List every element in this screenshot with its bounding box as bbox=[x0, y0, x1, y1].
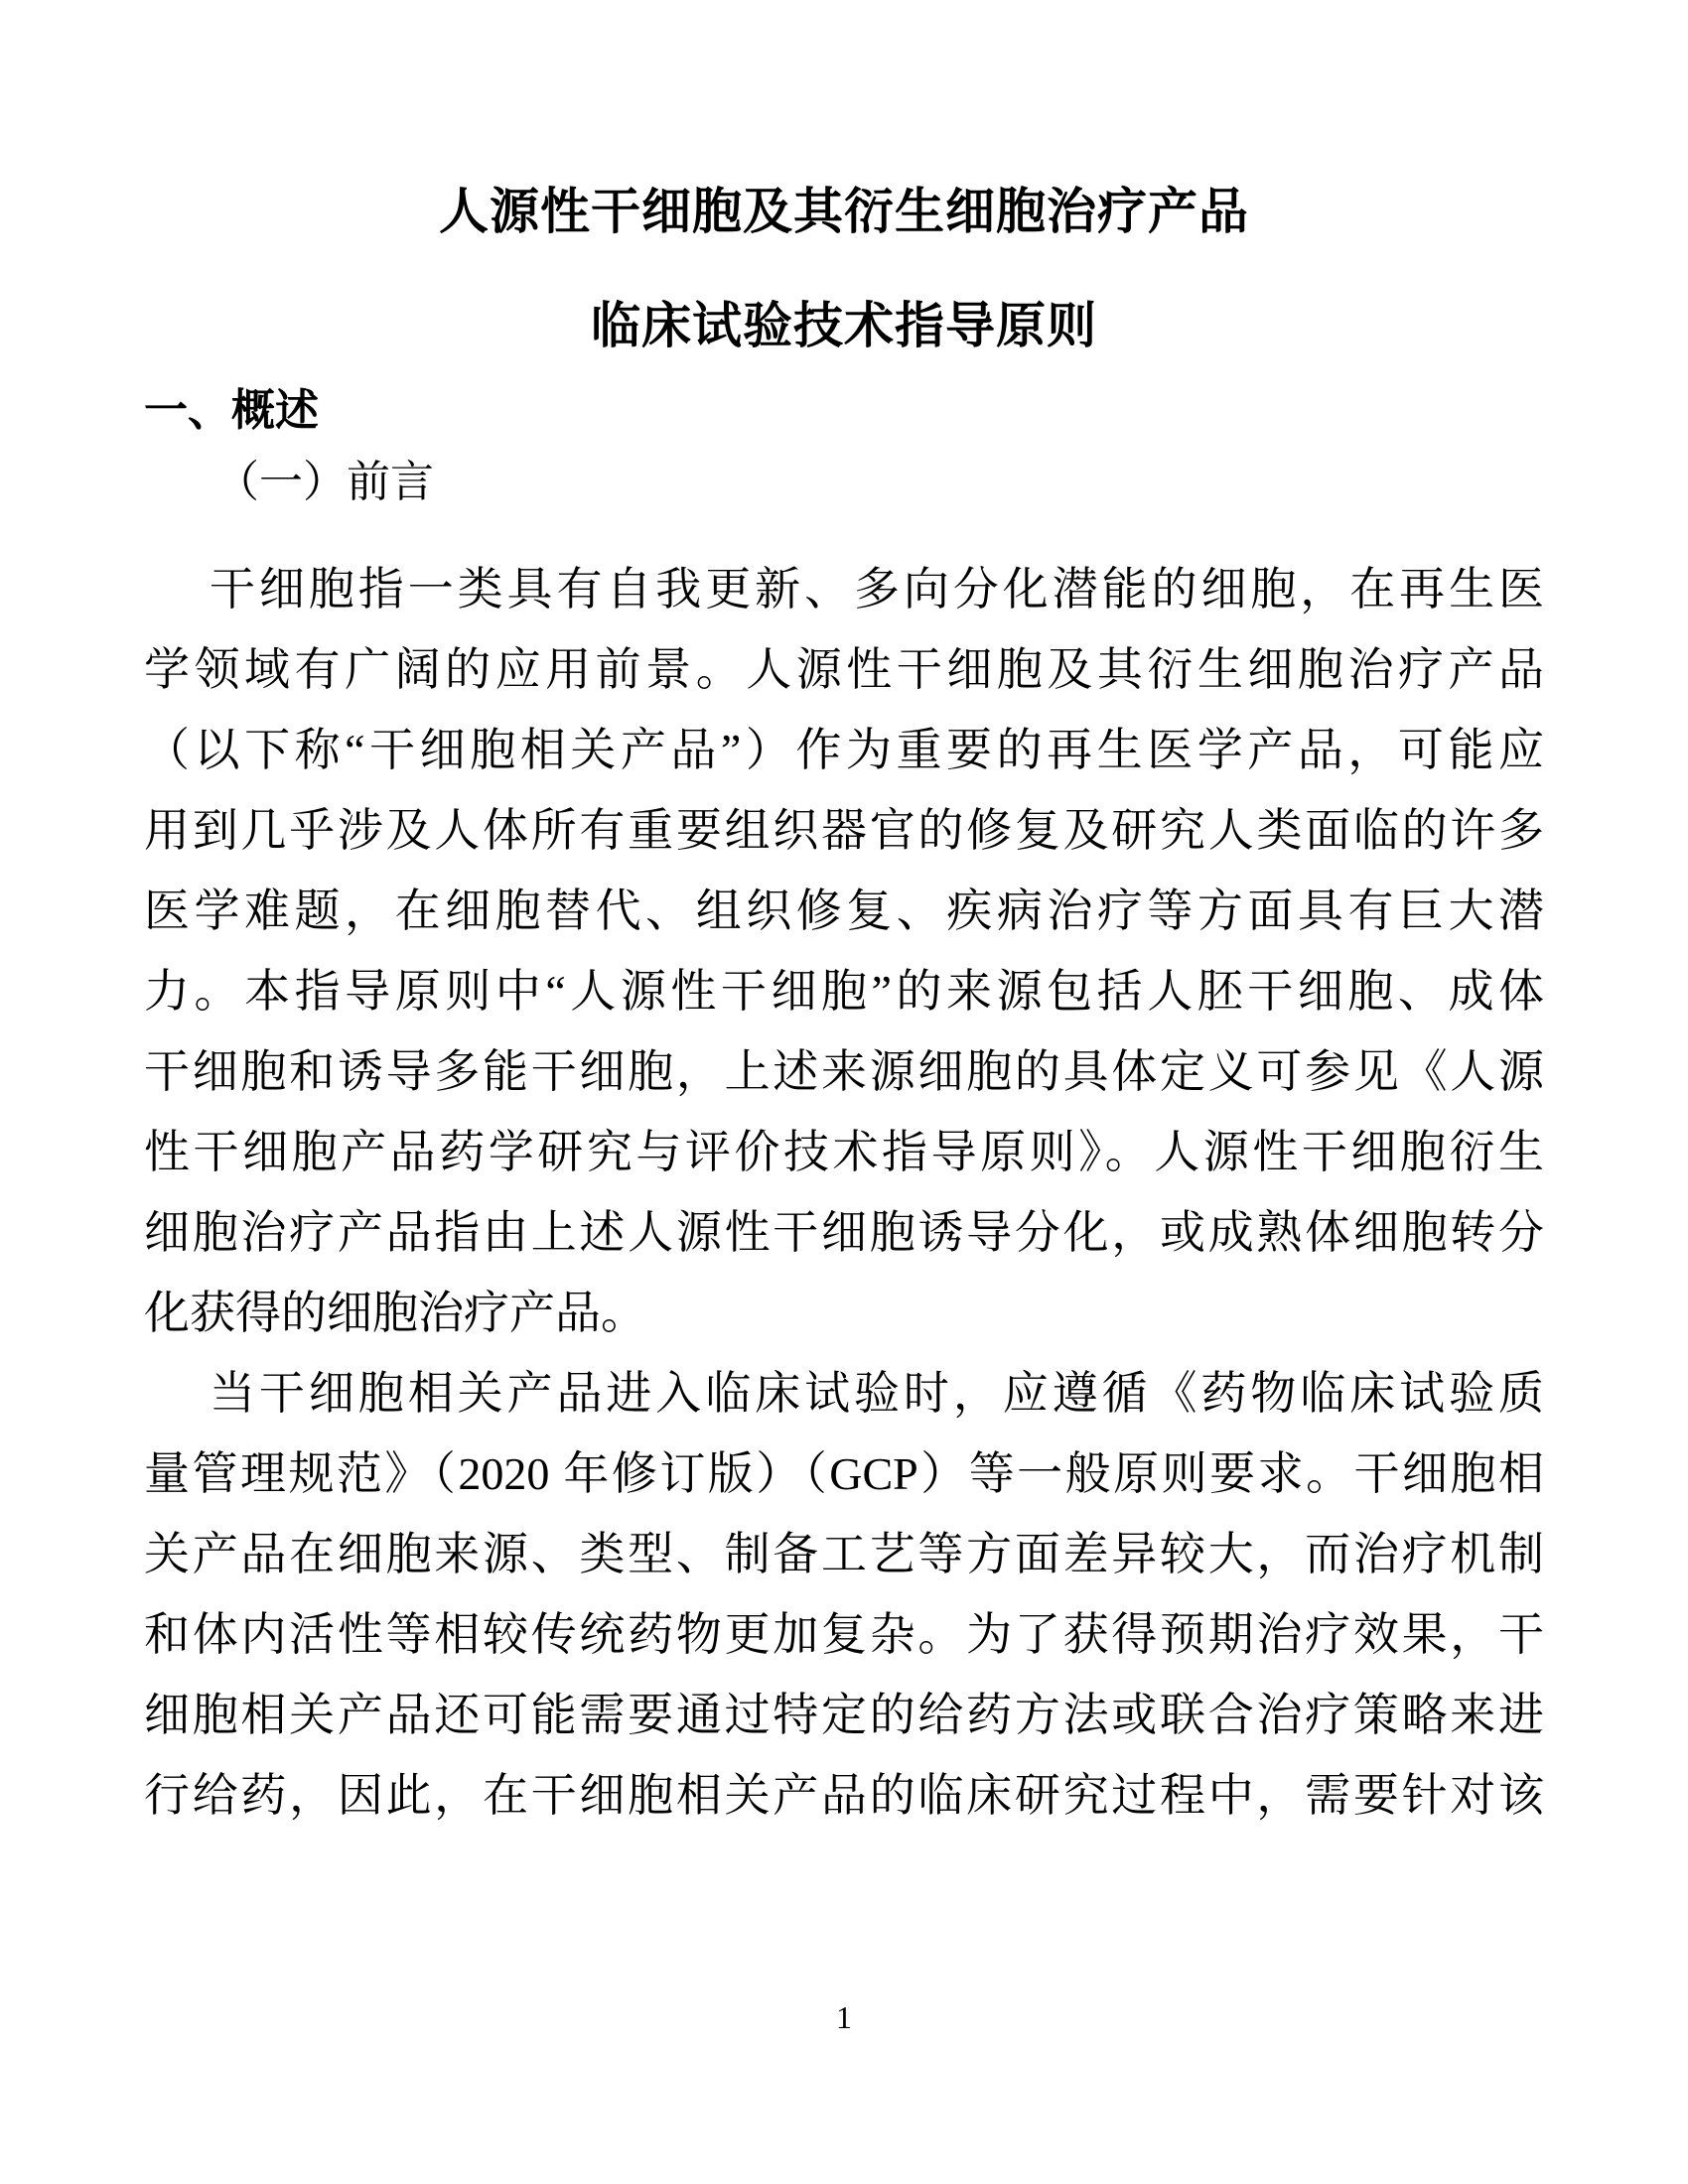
paragraph-1-line: 用到几乎涉及人体所有重要组织器官的修复及研究人类面临的许多 bbox=[144, 805, 1544, 856]
paragraph-2-line: 量管理规范》（2020 年修订版）（GCP）等一般原则要求。干细胞相 bbox=[144, 1448, 1544, 1499]
body-text bbox=[144, 549, 1544, 1836]
paragraph-1-line: 学领域有广阔的应用前景。人源性干细胞及其衍生细胞治疗产品 bbox=[144, 644, 1544, 695]
paragraph-2-line: 当干细胞相关产品进入临床试验时，应遵循《药物临床试验质 bbox=[210, 1368, 1544, 1419]
subsection-heading-foreword: （一）前言 bbox=[215, 458, 434, 506]
paragraph-1-line: 细胞治疗产品指由上述人源性干细胞诱导分化，或成熟体细胞转分 bbox=[144, 1207, 1544, 1258]
paragraph-2-line: 关产品在细胞来源、类型、制备工艺等方面差异较大，而治疗机制 bbox=[144, 1529, 1544, 1579]
paragraph-1-line: 性干细胞产品药学研究与评价技术指导原则》。人源性干细胞衍生 bbox=[144, 1127, 1544, 1177]
paragraph-1-line: 干细胞指一类具有自我更新、多向分化潜能的细胞，在再生医 bbox=[210, 564, 1544, 614]
section-heading-overview: 一、概述 bbox=[144, 386, 319, 435]
page-number: 1 bbox=[836, 1999, 852, 2035]
paragraph-1-line: 化获得的细胞治疗产品。 bbox=[144, 1288, 646, 1338]
paragraph-2-line: 和体内活性等相较传统药物更加复杂。为了获得预期治疗效果，干 bbox=[144, 1609, 1544, 1660]
document-title-line-2: 临床试验技术指导原则 bbox=[591, 298, 1097, 353]
document-title-line-1: 人源性干细胞及其衍生细胞治疗产品 bbox=[439, 184, 1249, 239]
paragraph-1-line: 力。本指导原则中“人源性干细胞”的来源包括人胚干细胞、成体 bbox=[144, 966, 1544, 1017]
paragraph-2-line: 细胞相关产品还可能需要通过特定的给药方法或联合治疗策略来进 bbox=[144, 1690, 1544, 1740]
paragraph-1-line: 医学难题，在细胞替代、组织修复、疾病治疗等方面具有巨大潜 bbox=[144, 886, 1544, 936]
paragraph-1-line: 干细胞和诱导多能干细胞，上述来源细胞的具体定义可参见《人源 bbox=[144, 1046, 1544, 1097]
paragraph-1-line: （以下称“干细胞相关产品”）作为重要的再生医学产品，可能应 bbox=[144, 725, 1544, 775]
paragraph-2-line: 行给药，因此，在干细胞相关产品的临床研究过程中，需要针对该 bbox=[144, 1770, 1544, 1821]
